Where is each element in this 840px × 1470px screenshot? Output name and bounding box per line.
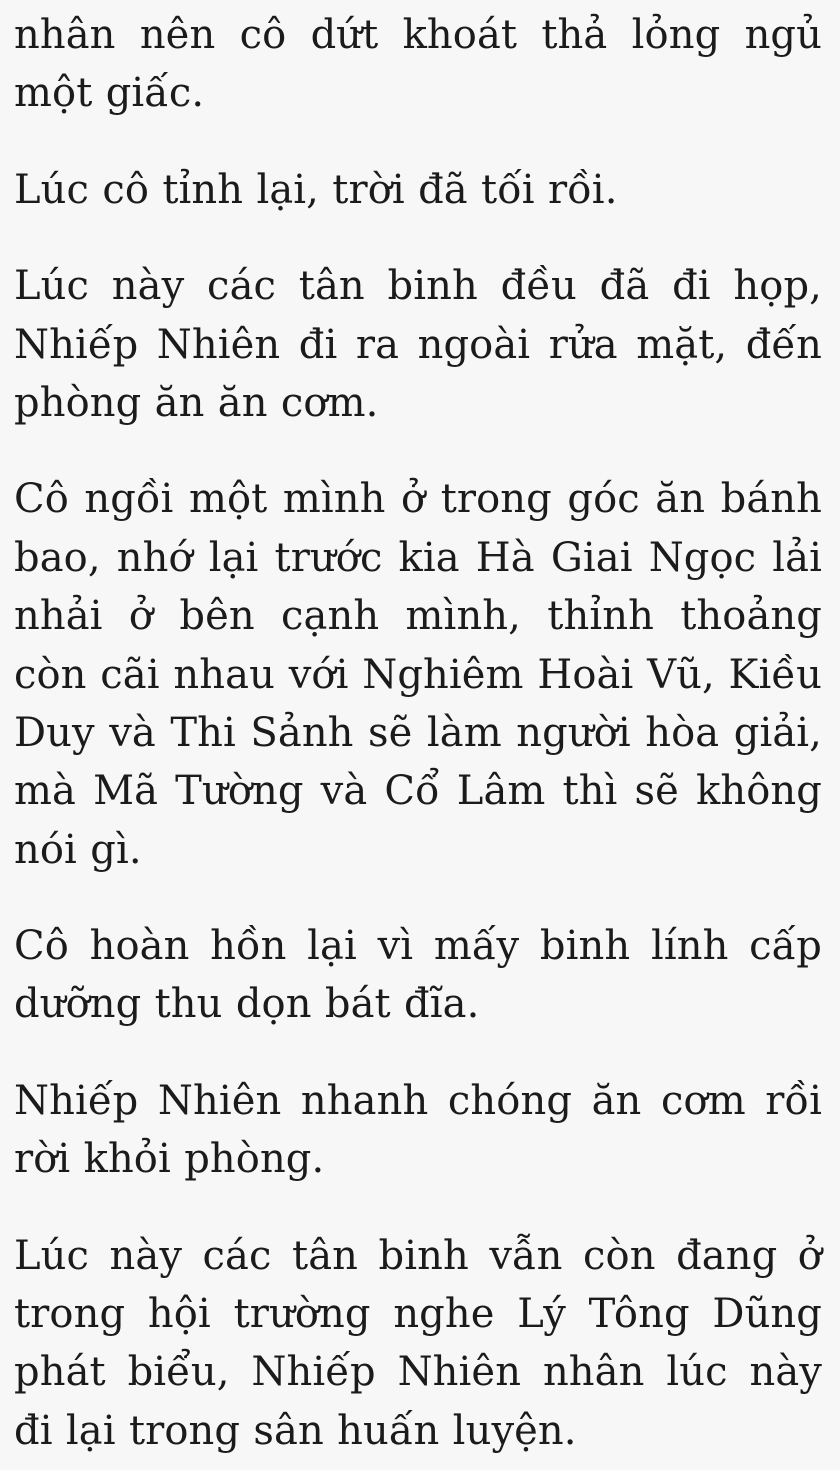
paragraph: Cô hoàn hồn lại vì mấy binh lính cấp dưỡng thu dọn bát đĩa. xyxy=(14,923,822,1028)
paragraph: Cô ngồi một mình ở trong góc ăn bánh bao, nhớ lại trước kia Hà Giai Ngọc lải nhải ở bên cạnh mình, thỉnh thoảng còn cãi nhau với Nghiêm Hoài Vũ, Kiều Duy và Thi Sảnh sẽ làm người hòa giải, mà Mã Tường và Cổ Lâm thì sẽ không nói gì. xyxy=(14,476,822,873)
paragraph: Lúc này các tân binh vẫn còn đang ở trong hội trường nghe Lý Tông Dũng phát biểu, Nhiếp Nhiên nhân lúc này đi lại trong sân huấn luyện. xyxy=(14,1232,822,1454)
paragraph: Nhiếp Nhiên nhanh chóng ăn cơm rồi rời khỏi phòng. xyxy=(14,1077,822,1183)
paragraph: Lúc này các tân binh đều đã đi họp, Nhiếp Nhiên đi ra ngoài rửa mặt, đến phòng ăn ăn cơm. xyxy=(14,263,822,426)
paragraph: Lúc cô tỉnh lại, trời đã tối rồi. xyxy=(14,166,618,213)
paragraph: nhân nên cô dứt khoát thả lỏng ngủ một giấc. xyxy=(14,12,822,117)
